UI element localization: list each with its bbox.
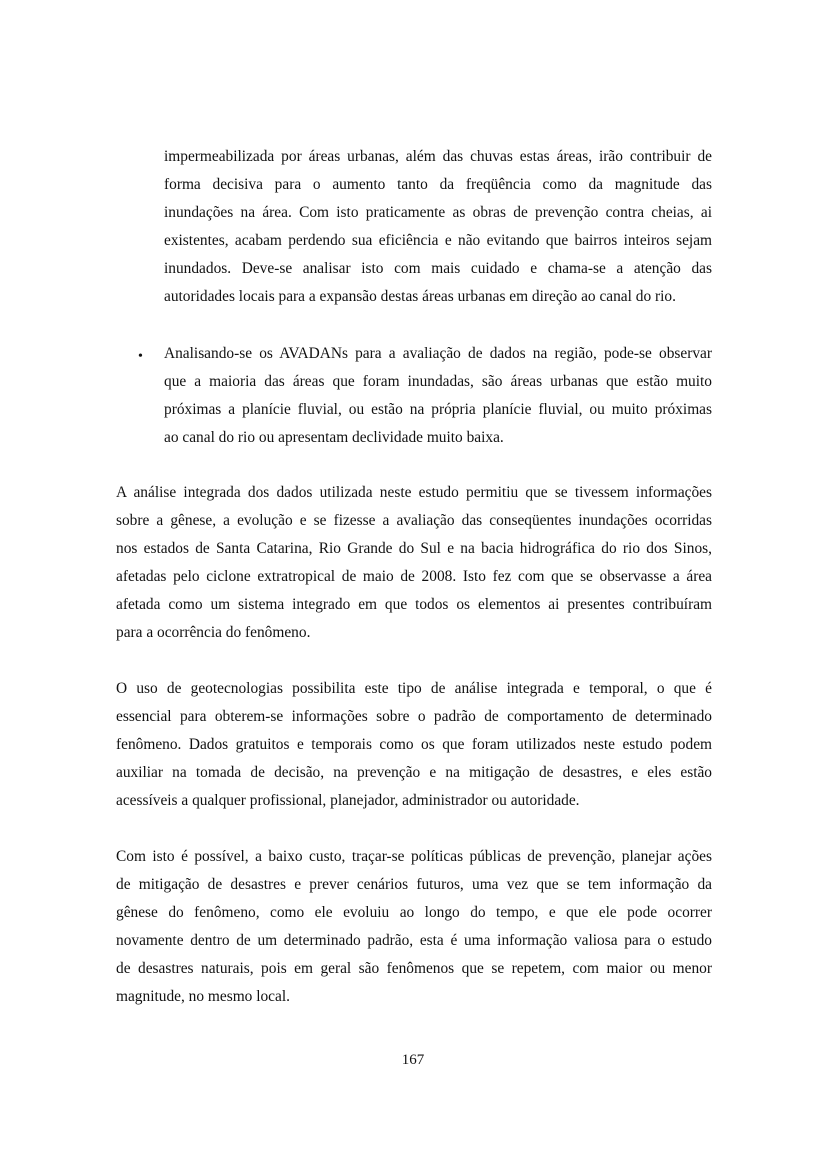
text-line: magnitude, no mesmo local. [116, 988, 290, 1005]
text-line: existentes, acabam perdendo sua eficiência e não evitando que bairros inteiros sejam [164, 232, 712, 249]
text-line: inundados. Deve-se analisar isto com mais cuidado e chama-se a atenção das [164, 260, 712, 277]
text-line: fenômeno. Dados gratuitos e temporais como os que foram utilizados neste estudo podem [116, 736, 712, 753]
text-line: afetadas pelo ciclone extratropical de maio de 2008. Isto fez com que se observasse a área [116, 568, 712, 585]
text-line: de desastres naturais, pois em geral são fenômenos que se repetem, com maior ou menor [116, 960, 712, 977]
text-line: de mitigação de desastres e prever cenários futuros, uma vez que se tem informação da [116, 876, 712, 893]
text-line: essencial para obterem-se informações sobre o padrão de comportamento de determinado [116, 708, 712, 725]
text-line: sobre a gênese, a evolução e se fizesse a avaliação das conseqüentes inundações ocorridas [116, 512, 712, 529]
text-line: afetada como um sistema integrado em que todos os elementos ai presentes contribuíram [116, 596, 712, 613]
text-line: impermeabilizada por áreas urbanas, além das chuvas estas áreas, irão contribuir de [164, 148, 712, 165]
bullet-marker: • [138, 349, 143, 364]
text-line: auxiliar na tomada de decisão, na prevenção e na mitigação de desastres, e eles estão [116, 764, 712, 781]
text-line: inundações na área. Com isto praticamente as obras de prevenção contra cheias, ai [164, 204, 712, 221]
text-line: autoridades locais para a expansão destas áreas urbanas em direção ao canal do rio. [164, 288, 676, 305]
text-line: A análise integrada dos dados utilizada neste estudo permitiu que se tivessem informações [116, 484, 712, 501]
text-line: nos estados de Santa Catarina, Rio Grande do Sul e na bacia hidrográfica do rio dos Sinos, [116, 540, 712, 557]
text-line: para a ocorrência do fenômeno. [116, 624, 311, 641]
text-line: próximas a planície fluvial, ou estão na própria planície fluvial, ou muito próximas [164, 401, 712, 418]
page-number: 167 [401, 1052, 425, 1068]
text-line: novamente dentro de um determinado padrão, esta é uma informação valiosa para o estudo [116, 932, 712, 949]
text-line: que a maioria das áreas que foram inundadas, são áreas urbanas que estão muito [164, 373, 712, 390]
text-line: Com isto é possível, a baixo custo, traçar-se políticas públicas de prevenção, planejar ações [116, 848, 712, 865]
text-line: forma decisiva para o aumento tanto da freqüência como da magnitude das [164, 176, 712, 193]
text-line: Analisando-se os AVADANs para a avaliação de dados na região, pode-se observar [164, 345, 712, 362]
text-line: acessíveis a qualquer profissional, planejador, administrador ou autoridade. [116, 792, 580, 809]
text-line: gênese do fenômeno, como ele evoluiu ao longo do tempo, e que ele pode ocorrer [116, 904, 712, 921]
text-line: O uso de geotecnologias possibilita este tipo de análise integrada e temporal, o que é [116, 680, 712, 697]
text-line: ao canal do rio ou apresentam declividade muito baixa. [164, 429, 504, 446]
